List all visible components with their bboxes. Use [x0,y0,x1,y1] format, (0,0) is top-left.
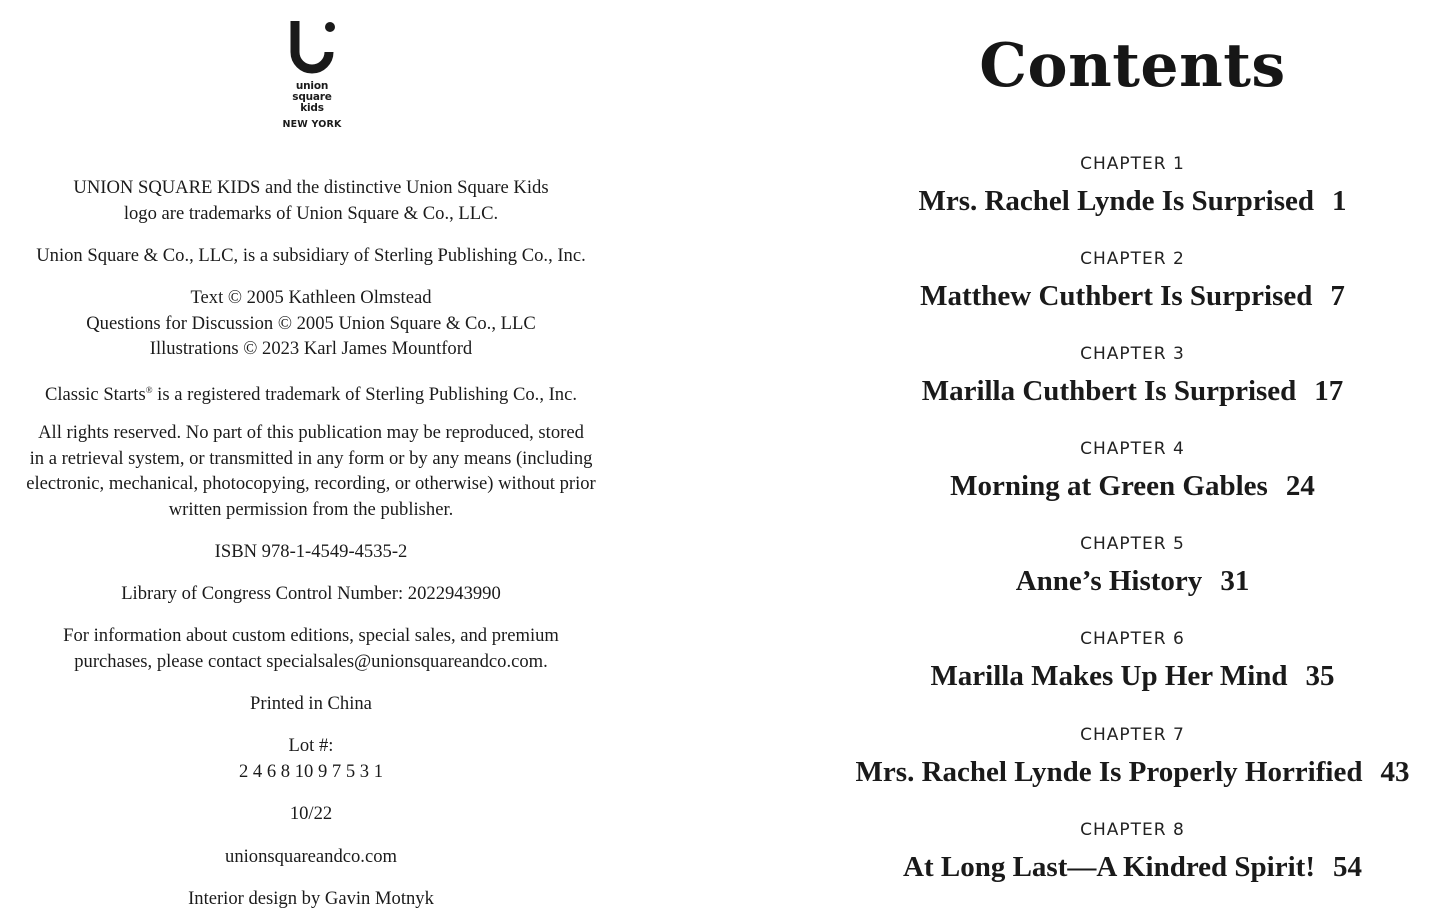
chapter-page-number: 54 [1332,851,1362,883]
toc-entry [720,438,1445,506]
chapter-title: Morning at Green Gables [950,470,1268,502]
chapter-title: Anne’s History [1015,565,1203,597]
classic-starts-trademark [0,378,622,408]
logo-wordmark: union square kids [292,80,332,114]
publisher-website [0,844,622,870]
special-sales-contact [0,623,622,674]
union-square-kids-logo-icon [284,18,340,80]
chapter-title: Matthew Cuthbert Is Surprised [920,280,1313,312]
copyright-line: logo are trademarks of Union Square & Co., LLC. [123,202,499,224]
chapter-page-number: 43 [1380,756,1410,788]
lot-number [0,733,622,784]
isbn [0,539,622,565]
chapter-title: Marilla Cuthbert Is Surprised [921,375,1297,407]
chapter-page-number: 7 [1330,280,1345,312]
copyright-credits [0,285,622,362]
chapter-label: CHAPTER 4 [1080,439,1185,459]
chapter-label: CHAPTER 2 [1080,249,1185,269]
toc-entry [720,533,1445,601]
copyright-page [0,0,622,915]
copyright-line: Union Square & Co., LLC, is a subsidiary of Sterling Publishing Co., Inc. [36,245,586,266]
interior-design-credit [0,886,622,912]
toc-entry [720,248,1445,316]
copyright-line: unionsquareandco.com [225,846,397,867]
copyright-line: 10/22 [289,803,333,824]
chapter-title: Marilla Makes Up Her Mind [930,660,1288,692]
lccn [0,581,622,607]
copyright-line: Classic Starts® is a registered trademark of Sterling Publishing Co., Inc. [44,384,578,405]
chapter-page-number: 24 [1285,470,1315,502]
copyright-line: Text © 2005 Kathleen Olmstead [190,287,432,308]
chapter-title-line [720,466,1445,506]
chapter-title: Mrs. Rachel Lynde Is Surprised [918,185,1315,217]
copyright-line: Interior design by Gavin Motnyk [188,888,434,909]
chapter-title: Mrs. Rachel Lynde Is Properly Horrified [855,756,1363,788]
logo-city: NEW YORK [282,119,342,130]
chapter-label: CHAPTER 7 [1080,725,1185,745]
chapter-title: At Long Last—A Kindred Spirit! [903,851,1315,883]
chapter-label: CHAPTER 8 [1080,820,1185,840]
copyright-line: purchases, please contact specialsales@unionsquareandco.com. [74,650,548,672]
copyright-line: Library of Congress Control Number: 2022943990 [121,583,501,604]
contents-page [720,0,1445,915]
chapter-page-number: 1 [1332,185,1347,217]
chapter-title-line [720,847,1445,887]
copyright-line: in a retrieval system, or transmitted in any form or by any means (including [29,447,593,469]
copyright-line: ISBN 978-1-4549-4535-2 [214,541,408,562]
chapter-title-line [720,371,1445,411]
chapter-page-number: 31 [1220,565,1250,597]
copyright-line: Illustrations © 2023 Karl James Mountford [149,338,473,359]
chapter-title-line [720,752,1445,792]
chapter-title-line [720,561,1445,601]
toc-entry [720,153,1445,221]
rights-reserved-notice [0,420,622,522]
chapter-page-number: 17 [1314,375,1344,407]
copyright-line: electronic, mechanical, photocopying, recording, or otherwise) without prior [26,473,596,494]
chapter-page-number: 35 [1305,660,1335,692]
copyright-line: Printed in China [250,693,372,714]
chapter-title-line [720,656,1445,696]
copyright-line: For information about custom editions, special sales, and premium [63,625,559,646]
copyright-line: written permission from the publisher. [168,498,454,520]
chapter-label: CHAPTER 1 [1080,154,1185,174]
toc-entry [720,724,1445,792]
copyright-line: All rights reserved. No part of this publication may be reproduced, stored [38,422,584,443]
chapter-label: CHAPTER 6 [1080,629,1185,649]
print-date [0,801,622,827]
contents-heading: Contents [979,31,1286,101]
chapter-title-line [720,181,1445,221]
chapter-label: CHAPTER 3 [1080,344,1185,364]
toc-entry [720,628,1445,696]
toc-entry [720,819,1445,887]
copyright-line: Questions for Discussion © 2005 Union Square & Co., LLC [86,312,536,334]
copyright-line: UNION SQUARE KIDS and the distinctive Union Square Kids [73,177,549,198]
printed-in [0,691,622,717]
copyright-line: 2 4 6 8 10 9 7 5 3 1 [238,760,384,782]
toc-entry [720,343,1445,411]
copyright-line: Lot #: [288,735,334,756]
trademark-notice [0,175,622,226]
chapter-title-line [720,276,1445,316]
publisher-logo [262,18,362,130]
subsidiary-notice [0,243,622,269]
chapter-label: CHAPTER 5 [1080,534,1185,554]
